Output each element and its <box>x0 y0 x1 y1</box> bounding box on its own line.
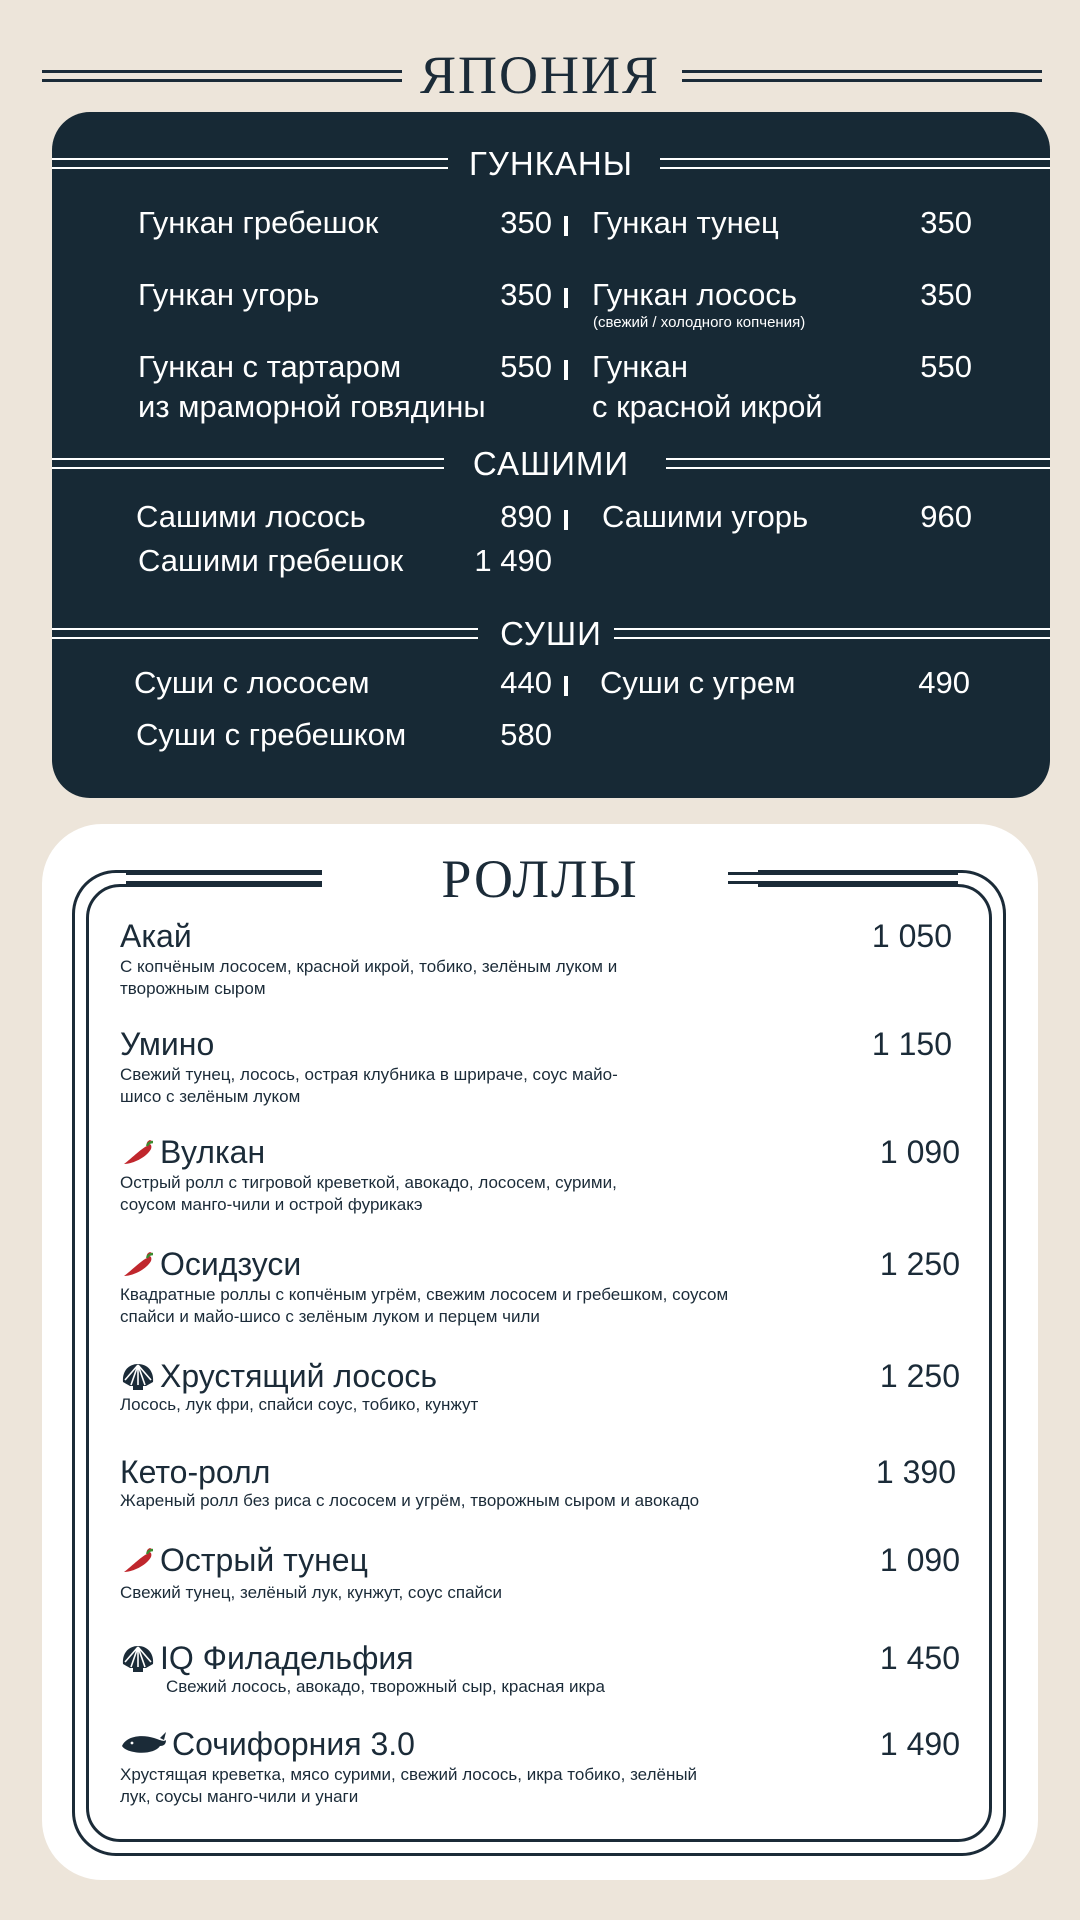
gunkan-section-header <box>52 144 1050 184</box>
roll-name: Умино <box>120 1026 215 1062</box>
menu-item-name: Гункан тунец <box>592 205 779 240</box>
roll-name: Акай <box>120 918 192 954</box>
menu-item-price: 550 <box>500 349 552 384</box>
separator-bar <box>564 360 568 380</box>
separator-bar <box>564 510 568 530</box>
menu-item-price: 960 <box>920 499 972 534</box>
roll-name: Сочифорния 3.0 <box>120 1724 415 1764</box>
rolls-menu-card <box>42 824 1038 1880</box>
menu-item-name: Сашими лосось <box>136 499 366 534</box>
menu-item-name: Гункан лосось <box>592 277 797 312</box>
roll-price: 1 250 <box>879 1246 960 1282</box>
roll-description: Свежий тунец, зелёный лук, кунжут, соус спайси <box>120 1583 503 1602</box>
menu-item-note: (свежий / холодного копчения) <box>593 314 806 331</box>
section-rule <box>614 628 1050 630</box>
chili-pepper-icon <box>120 1136 156 1168</box>
header-right-rule <box>682 70 1042 73</box>
roll-price: 1 450 <box>879 1640 960 1676</box>
menu-item-price: 580 <box>500 717 552 752</box>
roll-description: Лосось, лук фри, спайси соус, тобико, кунжут <box>120 1395 479 1414</box>
menu-item-price: 890 <box>500 499 552 534</box>
rolls-title: РОЛЛЫ <box>441 849 639 909</box>
menu-item-price: 550 <box>920 349 972 384</box>
japan-menu-panel <box>52 112 1050 798</box>
roll-price: 1 390 <box>875 1454 956 1490</box>
seashell-icon <box>120 1360 156 1392</box>
separator-bar <box>564 288 568 308</box>
roll-description: Свежий лосось, авокадо, творожный сыр, красная икра <box>166 1677 605 1696</box>
menu-item-price: 490 <box>918 665 970 700</box>
roll-name: IQ Филадельфия <box>120 1638 414 1678</box>
roll-description: Жареный ролл без риса с лососем и угрём, творожным сыром и авокадо <box>120 1491 700 1510</box>
roll-name: Острый тунец <box>120 1540 368 1580</box>
chili-pepper-icon <box>120 1544 156 1576</box>
section-rule <box>666 458 1050 460</box>
roll-price: 1 090 <box>879 1542 960 1578</box>
roll-item-iq-philadelphia <box>120 1638 960 1708</box>
roll-item-sochifornia <box>120 1724 960 1814</box>
roll-item-vulkan <box>120 1132 960 1212</box>
seashell-icon <box>120 1642 156 1674</box>
menu-item-name: Суши с гребешком <box>136 717 407 752</box>
roll-item-akai <box>120 916 960 996</box>
menu-item-name: Гункан угорь <box>138 277 320 312</box>
sushi-title: СУШИ <box>500 615 602 652</box>
roll-name: Осидзуси <box>120 1244 301 1284</box>
roll-description: С копчёным лососем, красной икрой, тобико, зелёным луком и творожным сыром <box>120 957 618 998</box>
section-rule <box>660 158 1050 160</box>
menu-item-name: Гункан с тартаром <box>138 349 402 384</box>
menu-item-name: Сашими угорь <box>602 499 809 534</box>
menu-item-name: с красной икрой <box>592 389 823 424</box>
roll-item-osidzusi <box>120 1244 960 1324</box>
roll-price: 1 090 <box>879 1134 960 1170</box>
menu-item-price: 350 <box>500 205 552 240</box>
menu-item-name: Суши с лососем <box>134 665 370 700</box>
roll-price: 1 050 <box>871 918 952 954</box>
menu-item-name: Гункан гребешок <box>138 205 379 240</box>
sashimi-title: САШИМИ <box>472 445 630 482</box>
menu-header <box>0 40 1080 110</box>
menu-item-price: 1 490 <box>474 543 552 578</box>
roll-description: Свежий тунец, лосось, острая клубника в шрираче, соус майо-шисо с зелёным луком <box>120 1065 618 1106</box>
roll-price: 1 250 <box>879 1358 960 1394</box>
separator-bar <box>564 216 568 236</box>
rolls-right-rule <box>728 872 958 875</box>
roll-description: Острый ролл с тигровой креветкой, авокадо, лососем, сурими, соусом манго-чили и острой фурикакэ <box>120 1173 617 1214</box>
sashimi-section-header <box>52 444 1050 484</box>
menu-item-name: Сашими гребешок <box>138 543 404 578</box>
roll-item-crispy-salmon <box>120 1356 960 1426</box>
roll-name: Вулкан <box>120 1132 265 1172</box>
menu-item-price: 350 <box>920 205 972 240</box>
roll-price: 1 490 <box>879 1726 960 1762</box>
menu-item-price: 350 <box>920 277 972 312</box>
gunkan-title: ГУНКАНЫ <box>469 145 633 182</box>
menu-item-name: из мраморной говядины <box>138 389 486 424</box>
roll-description: Хрустящая креветка, мясо сурими, свежий лосось, икра тобико, зелёный лук, соусы манго-чили и унаги <box>120 1765 698 1806</box>
roll-item-umino <box>120 1024 960 1104</box>
roll-name: Хрустящий лосось <box>120 1356 437 1396</box>
roll-name: Кето-ролл <box>120 1454 271 1490</box>
page-title: ЯПОНИЯ <box>419 45 661 105</box>
menu-item-name: Гункан <box>592 349 688 384</box>
roll-price: 1 150 <box>871 1026 952 1062</box>
whale-icon <box>120 1728 168 1760</box>
menu-item-name: Суши с угрем <box>600 665 796 700</box>
chili-pepper-icon <box>120 1248 156 1280</box>
roll-item-keto <box>120 1452 960 1522</box>
roll-item-spicy-tuna <box>120 1540 960 1610</box>
separator-bar <box>564 676 568 696</box>
menu-item-price: 440 <box>500 665 552 700</box>
sushi-section-header <box>52 614 1050 654</box>
roll-description: Квадратные роллы с копчёным угрём, свежим лососем и гребешком, соусом спайси и майо-шисо с зелёным луком и перцем чили <box>120 1285 729 1326</box>
menu-item-price: 350 <box>500 277 552 312</box>
